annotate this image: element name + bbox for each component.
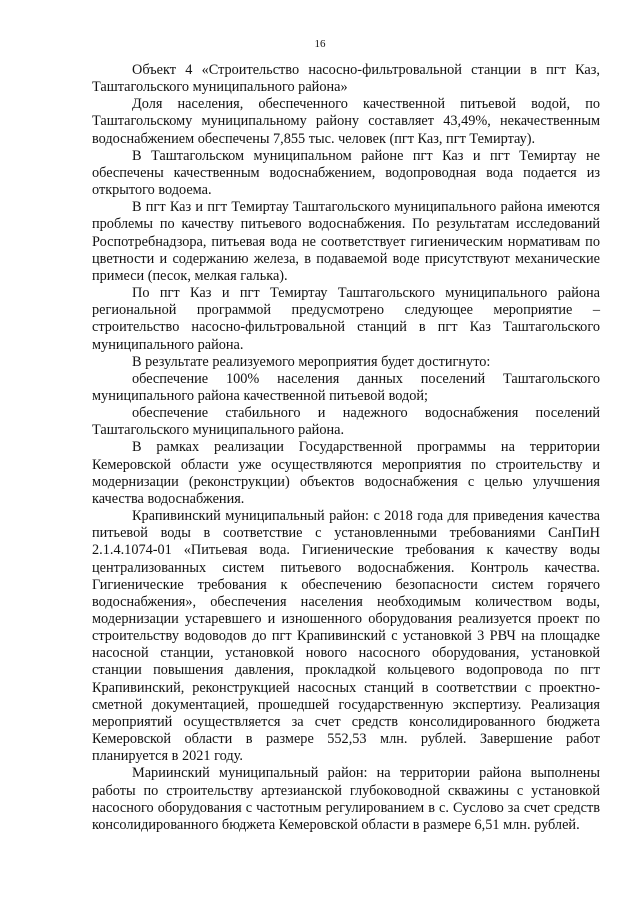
paragraph-expected-results: В результате реализуемого мероприятия будет достигнуто: bbox=[132, 353, 491, 370]
paragraph-krapivinsky-district: Крапивинский муниципальный район: с 2018 года для приведения качества питьевой воды в соответствие с установленными требованиями СанПиН 2.1.4.1074-01 «Питьевая вода. Гигиенические требования к качеству воды централизованных систем питьевого водоснабжения. Контроль качества. Гигиенические требования к обеспечению безопасности систем горячего водоснабжения», обеспечения населения необходимым количеством воды, модернизации устаревшего и изношенного оборудования реализуется проект по строительству водоводов до пгт Крапивинский с установкой 3 РВЧ на площадке насосной станции, установкой нового насосного оборудования, установкой станции повышения давления, прокладкой кольцевого водопровода по пгт Крапивинский, реконструкцией насосных станций в соответствии с проектно-сметной документацией, прошедшей государственную экспертизу. Реализация мероприятий осуществляется за счет средств консолидированного бюджета Кемеровской области в размере 552,53 млн. рублей. Завершение работ планируется в 2021 году. bbox=[92, 508, 600, 765]
paragraph-regional-program: По пгт Каз и пгт Темиртау Таштагольского муниципального района региональной программой предусмотрено следующее мероприятие – строительство насосно-фильтровальной станций в пгт Каз Таштагольского муниципального района. bbox=[92, 285, 600, 353]
paragraph-population-share: Доля населения, обеспеченного качественной питьевой водой, по Таштагольскому муниципальному району составляет 43,49%, некачественным водоснабжением обеспечены 7,855 тыс. человек (пгт Каз, пгт Темиртау). bbox=[92, 96, 600, 147]
paragraph-object-title: Объект 4 «Строительство насосно-фильтровальной станции в пгт Каз, Таштагольского муниципального района» bbox=[92, 62, 600, 96]
paragraph-state-program: В рамках реализации Государственной программы на территории Кемеровской области уже осуществляются мероприятия по строительству и модернизации (реконструкции) объектов водоснабжения с целью улучшения качества водоснабжения. bbox=[92, 439, 600, 507]
document-body bbox=[92, 62, 600, 834]
paragraph-mariinsky-district: Мариинский муниципальный район: на территории района выполнены работы по строительству артезианской глубоководной скважины с установкой насосного оборудования с частотным регулированием в с. Суслово за счет средств консолидированного бюджета Кемеровской области в размере 6,51 млн. рублей. bbox=[92, 765, 600, 833]
paragraph-water-supply-issue: В Таштагольском муниципальном районе пгт Каз и пгт Темиртау не обеспечены качественным водоснабжением, водопроводная вода подается из открытого водоема. bbox=[92, 147, 600, 199]
paragraph-water-quality-problems: В пгт Каз и пгт Темиртау Таштагольского муниципального района имеются проблемы по качеству питьевого водоснабжения. По результатам исследований Роспотребнадзора, питьевая вода не соответствует гигиеническим нормативам по цветности и содержанию железа, в подаваемой воде присутствуют механические примеси (песок, мелкая галька). bbox=[92, 199, 600, 284]
paragraph-result-item-1: обеспечение 100% населения данных поселений Таштагольского муниципального района качественной питьевой водой; bbox=[92, 370, 600, 404]
page-number: 16 bbox=[314, 38, 326, 50]
paragraph-result-item-2: обеспечение стабильного и надежного водоснабжения поселений Таштагольского муниципального района. bbox=[92, 405, 600, 439]
